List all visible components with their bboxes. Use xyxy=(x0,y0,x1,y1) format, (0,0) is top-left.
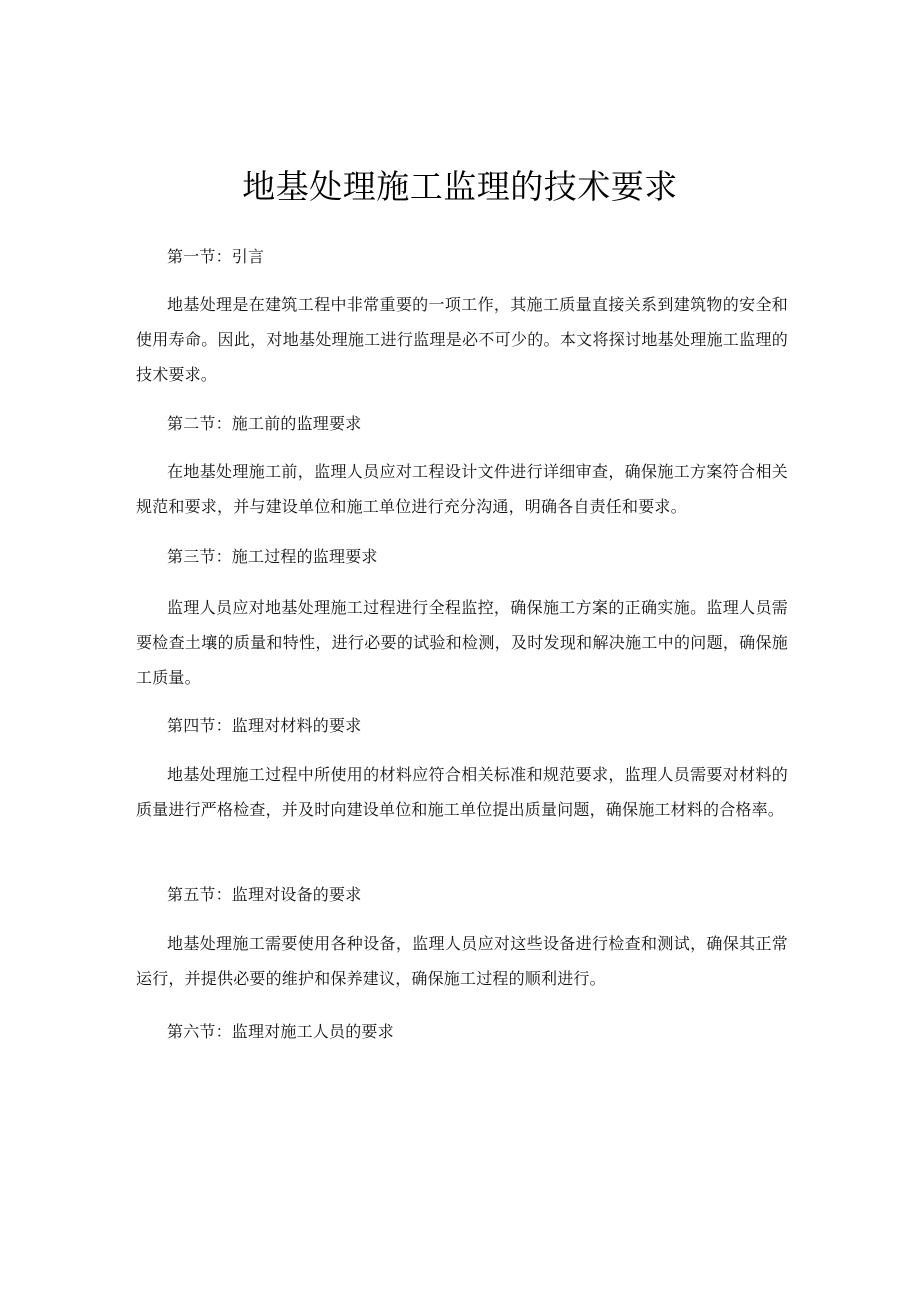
section-5-paragraph: 地基处理施工需要使用各种设备，监理人员应对这些设备进行检查和测试，确保其正常运行，并提供必要的维护和保养建议，确保施工过程的顺利进行。 xyxy=(136,934,788,988)
section-6-heading: 第六节：监理对施工人员的要求 xyxy=(167,1022,394,1041)
section-2-heading: 第二节：施工前的监理要求 xyxy=(167,414,362,433)
section-3-heading: 第三节：施工过程的监理要求 xyxy=(167,547,378,566)
section-4-paragraph: 地基处理施工过程中所使用的材料应符合相关标准和规范要求，监理人员需要对材料的质量进行严格检查，并及时向建设单位和施工单位提出质量问题，确保施工材料的合格率。 xyxy=(136,765,788,819)
document-title: 地基处理施工监理的技术要求 xyxy=(242,167,678,206)
section-5-heading: 第五节：监理对设备的要求 xyxy=(167,885,362,904)
section-1-paragraph: 地基处理是在建筑工程中非常重要的一项工作，其施工质量直接关系到建筑物的安全和使用寿命。因此，对地基处理施工进行监理是必不可少的。本文将探讨地基处理施工监理的技术要求。 xyxy=(136,295,788,384)
section-4-heading: 第四节：监理对材料的要求 xyxy=(167,716,362,735)
section-2-paragraph: 在地基处理施工前，监理人员应对工程设计文件进行详细审查，确保施工方案符合相关规范和要求，并与建设单位和施工单位进行充分沟通，明确各自责任和要求。 xyxy=(136,462,788,516)
section-1-heading: 第一节：引言 xyxy=(167,247,265,266)
section-3-paragraph: 监理人员应对地基处理施工过程进行全程监控，确保施工方案的正确实施。监理人员需要检查土壤的质量和特性，进行必要的试验和检测，及时发现和解决施工中的问题，确保施工质量。 xyxy=(136,598,788,687)
